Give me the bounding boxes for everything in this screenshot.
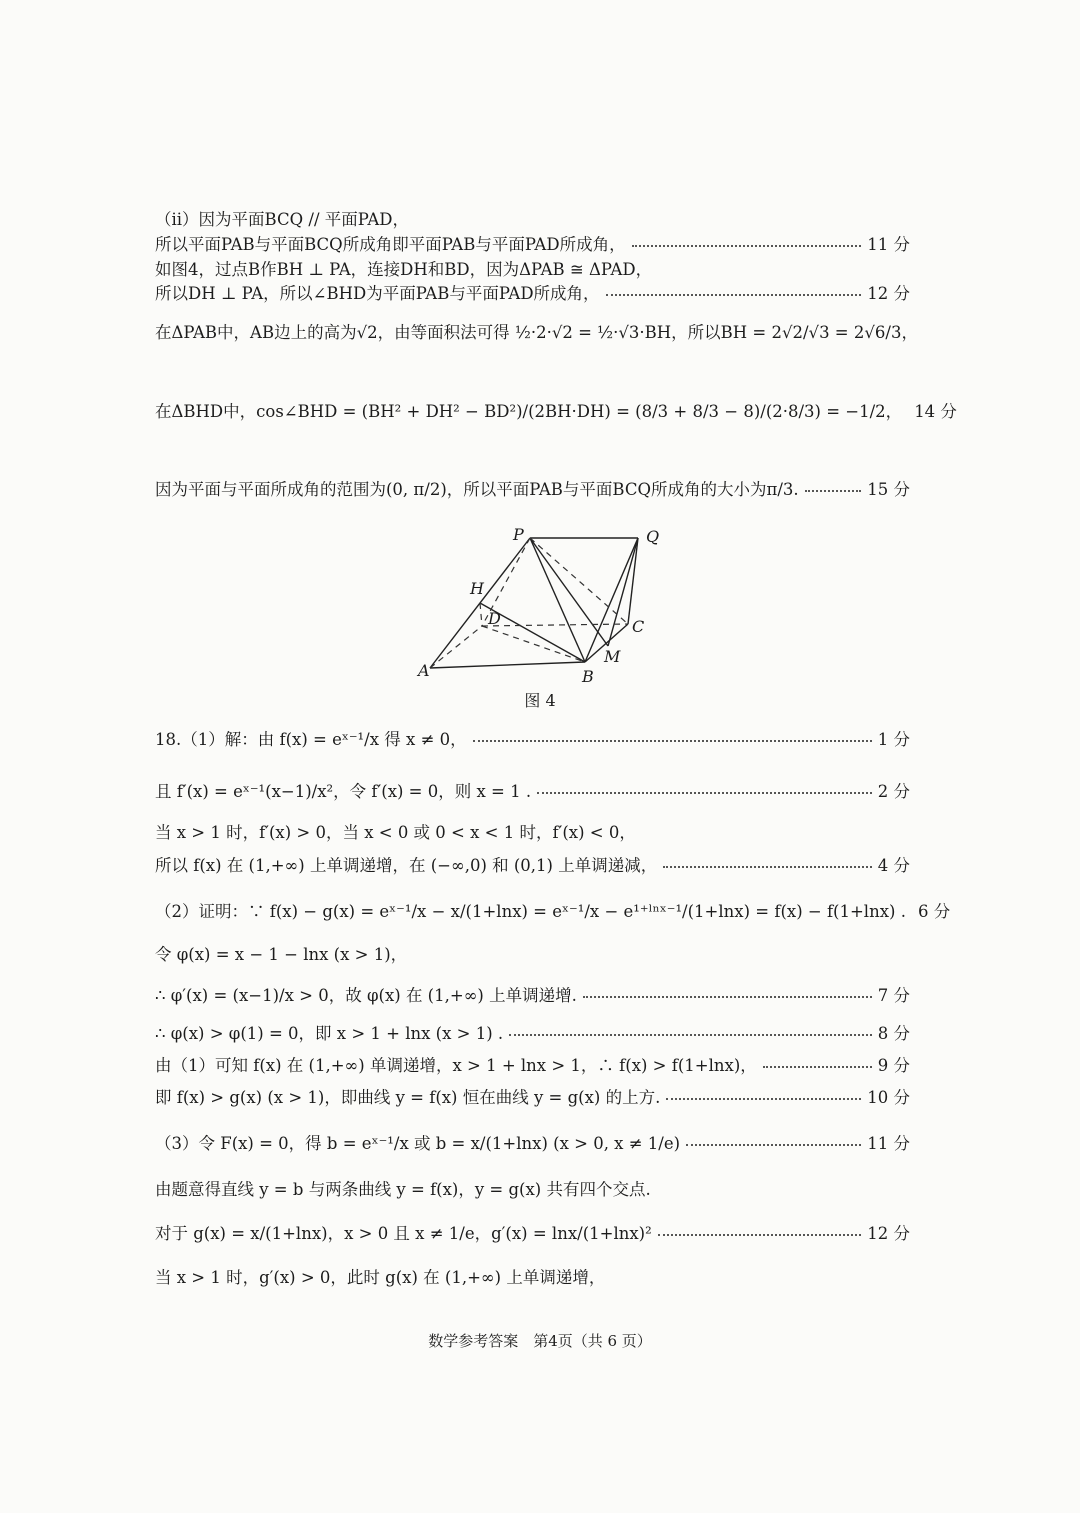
label-m: M (604, 647, 621, 666)
line-g-derivative: 对于 g(x) = x/(1+lnx)，x > 0 且 x ≠ 1/e，g′(x) = lnx/(1+lnx)² 12 分 (155, 1206, 910, 1258)
page-footer: 数学参考答案 第4页（共 6 页） (428, 1332, 652, 1350)
score-label: 15 分 (867, 480, 910, 499)
score-label: 12 分 (867, 284, 910, 303)
score-label: 9 分 (877, 1056, 910, 1075)
line-monotonicity: 所以 f(x) 在 (1,+∞) 上单调递增，在 (−∞,0) 和 (0,1) 上单调递减， 4 分 (155, 848, 910, 880)
line-18-1-domain: 18.（1）解：由 f(x) = eˣ⁻¹/x 得 x ≠ 0， 1 分 (155, 712, 910, 764)
score-label: 1 分 (877, 730, 910, 749)
figure-caption: 图 4 (524, 691, 556, 710)
figure-4-pyramid (410, 520, 670, 690)
line-g-increasing: 当 x > 1 时，g′(x) > 0，此时 g(x) 在 (1,+∞) 上单调递增， (155, 1268, 606, 1287)
label-h: H (470, 579, 484, 598)
leader-dots (632, 245, 862, 247)
leader-dots (537, 792, 872, 794)
label-a: A (418, 661, 430, 680)
score-label: 6 分 (917, 902, 951, 921)
line-f-compare: 由（1）可知 f(x) 在 (1,+∞) 单调递增，x > 1 + lnx > 1，∴ f(x) > f(1+lnx)， 9 分 (155, 1048, 910, 1080)
line-construct-bh: 如图4，过点B作BH ⊥ PA，连接DH和BD，因为ΔPAB ≅ ΔPAD， (155, 260, 653, 279)
leader-dots (658, 1234, 862, 1236)
line-ii-intro: （ii）因为平面BCQ // 平面PAD， (155, 210, 409, 229)
score-label: 11 分 (867, 1134, 910, 1153)
line-dh-perpendicular: 所以DH ⊥ PA，所以∠BHD为平面PAB与平面PAD所成角， 12 分 (155, 276, 910, 308)
leader-dots (509, 1034, 872, 1036)
label-c: C (632, 617, 645, 636)
leader-dots (763, 1066, 872, 1068)
line-four-intersections: 由题意得直线 y = b 与两条曲线 y = f(x)，y = g(x) 共有四个交点. (155, 1180, 651, 1199)
line-sign-analysis: 当 x > 1 时，f′(x) > 0，当 x < 0 或 0 < x < 1 时，f′(x) < 0， (155, 823, 636, 842)
leader-dots (686, 1144, 861, 1146)
line-phi-derivative: ∴ φ′(x) = (x−1)/x > 0，故 φ(x) 在 (1,+∞) 上单调递增. 7 分 (155, 968, 910, 1020)
score-label: 8 分 (877, 1024, 910, 1043)
line-phi-def: 令 φ(x) = x − 1 − lnx (x > 1)， (155, 945, 408, 964)
leader-dots (583, 996, 872, 998)
score-label: 12 分 (867, 1224, 910, 1243)
score-label: 4 分 (877, 856, 910, 875)
line-derivative: 且 f′(x) = eˣ⁻¹(x−1)/x²，令 f′(x) = 0，则 x = 1 . 2 分 (155, 764, 910, 816)
edge-bq (585, 538, 638, 662)
line-bh-length: 在ΔPAB中，AB边上的高为√2，由等面积法可得 ½·2·√2 = ½·√3·BH，所以BH = 2√2/√3 = 2√6/3， (155, 323, 918, 342)
edge-pc-hidden (530, 538, 628, 624)
edge-db-hidden (482, 626, 585, 662)
score-label: 2 分 (877, 782, 910, 801)
edge-pm (530, 538, 608, 646)
line-18-3-setup: （3）令 F(x) = 0，得 b = eˣ⁻¹/x 或 b = x/(1+lnx) (x > 0, x ≠ 1/e) 11 分 (155, 1116, 910, 1168)
label-q: Q (646, 527, 660, 546)
leader-dots (606, 294, 862, 296)
line-phi-positive: ∴ φ(x) > φ(1) = 0，即 x > 1 + lnx (x > 1) . 8 分 (155, 1016, 910, 1048)
line-angle-equivalence: 所以平面PAB与平面BCQ所成角即平面PAB与平面PAD所成角， 11 分 (155, 227, 910, 259)
label-p: P (513, 525, 524, 544)
leader-dots (663, 866, 872, 868)
line-final-angle: 因为平面与平面所成角的范围为(0, π/2)，所以平面PAB与平面BCQ所成角的大小为π/3. 15 分 (155, 462, 910, 514)
edge-dc-hidden (482, 624, 628, 626)
edge-ab (430, 662, 585, 668)
score-label: 11 分 (867, 235, 910, 254)
score-label: 7 分 (877, 986, 910, 1005)
score-label: 10 分 (867, 1088, 910, 1107)
leader-dots (666, 1098, 861, 1100)
leader-dots (473, 740, 872, 742)
label-b: B (582, 667, 594, 686)
edge-ad-hidden (430, 626, 482, 668)
edge-hd-hidden (480, 603, 482, 626)
leader-dots (805, 490, 862, 492)
line-cos-bhd: 在ΔBHD中，cos∠BHD = (BH² + DH² − BD²)/(2BH·DH) = (8/3 + 8/3 − 8)/(2·8/3) = −1/2， 14 分 (155, 365, 910, 455)
label-d: D (488, 609, 501, 628)
edge-pb (530, 538, 585, 662)
line-18-2-proof: （2）证明：∵ f(x) − g(x) = eˣ⁻¹/x − x/(1+lnx) = eˣ⁻¹/x − e¹⁺ˡⁿˣ⁻¹/(1+lnx) = f(x) − f(1+lnx) . 6 分 (155, 884, 910, 936)
score-label: 14 分 (914, 402, 957, 421)
line-curve-above: 即 f(x) > g(x) (x > 1)，即曲线 y = f(x) 恒在曲线 y = g(x) 的上方. 10 分 (155, 1080, 910, 1112)
